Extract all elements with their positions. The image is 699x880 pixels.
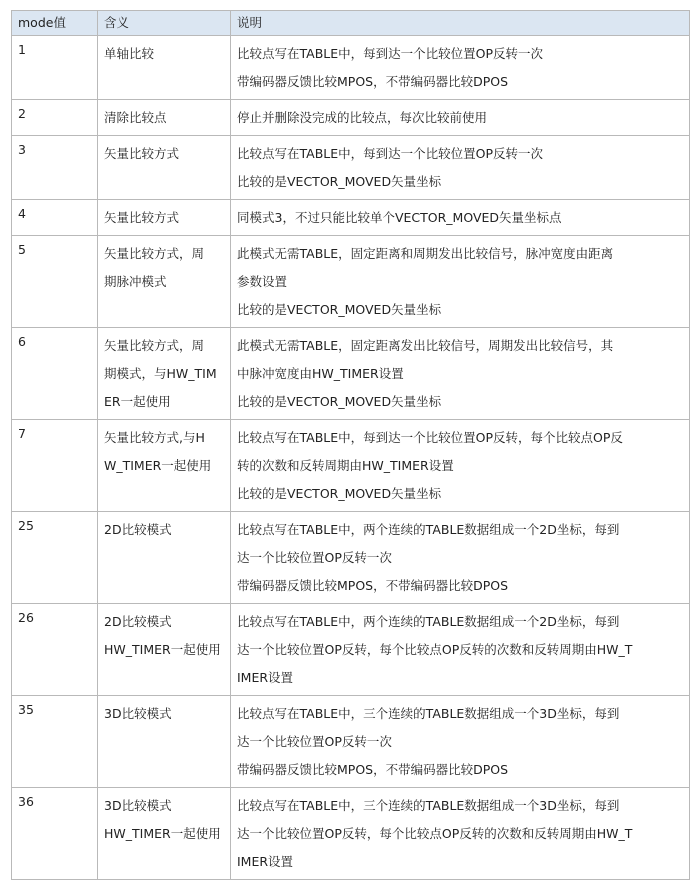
meaning-line: 2D比较模式 <box>104 614 172 629</box>
description-line: IMER设置 <box>237 670 294 685</box>
description-line: 达一个比较位置OP反转，每个比较点OP反转的次数和反转周期由HW_T <box>237 826 633 841</box>
description-line: 比较的是VECTOR_MOVED矢量坐标 <box>237 394 442 409</box>
description-line: 达一个比较位置OP反转，每个比较点OP反转的次数和反转周期由HW_T <box>237 642 633 657</box>
header-meaning: 含义 <box>98 11 231 36</box>
meaning-cell <box>98 512 231 604</box>
table-row <box>12 696 690 788</box>
description-cell <box>231 200 690 236</box>
description-line: 比较点写在TABLE中，两个连续的TABLE数据组成一个2D坐标，每到 <box>237 614 620 629</box>
table-row <box>12 36 690 100</box>
mode-value: 3 <box>12 136 98 200</box>
description-cell <box>231 100 690 136</box>
description-line: 比较点写在TABLE中，每到达一个比较位置OP反转，每个比较点OP反 <box>237 430 623 445</box>
mode-value: 36 <box>12 788 98 880</box>
description-cell <box>231 136 690 200</box>
meaning-line: HW_TIMER一起使用 <box>104 642 221 657</box>
description-line: IMER设置 <box>237 854 294 869</box>
description-cell <box>231 236 690 328</box>
mode-value: 5 <box>12 236 98 328</box>
description-line: 比较点写在TABLE中，每到达一个比较位置OP反转一次 <box>237 146 544 161</box>
description-line: 带编码器反馈比较MPOS，不带编码器比较DPOS <box>237 578 509 593</box>
mode-value: 2 <box>12 100 98 136</box>
meaning-line: 矢量比较方式 <box>104 210 180 225</box>
mode-value: 4 <box>12 200 98 236</box>
table-row <box>12 328 690 420</box>
mode-value: 35 <box>12 696 98 788</box>
description-line: 比较点写在TABLE中，三个连续的TABLE数据组成一个3D坐标，每到 <box>237 798 620 813</box>
description-cell <box>231 604 690 696</box>
header-mode: mode值 <box>12 11 98 36</box>
mode-value: 6 <box>12 328 98 420</box>
table-body <box>12 36 690 880</box>
meaning-line: 矢量比较方式,与H <box>104 430 205 445</box>
meaning-cell <box>98 136 231 200</box>
meaning-line: W_TIMER一起使用 <box>104 458 212 473</box>
table-row <box>12 420 690 512</box>
table-row <box>12 200 690 236</box>
description-line: 比较点写在TABLE中，每到达一个比较位置OP反转一次 <box>237 46 544 61</box>
meaning-line: 期脉冲模式 <box>104 274 167 289</box>
description-cell <box>231 512 690 604</box>
description-cell <box>231 36 690 100</box>
description-line: 带编码器反馈比较MPOS，不带编码器比较DPOS <box>237 762 509 777</box>
meaning-cell <box>98 604 231 696</box>
description-line: 比较的是VECTOR_MOVED矢量坐标 <box>237 486 442 501</box>
description-line: 带编码器反馈比较MPOS，不带编码器比较DPOS <box>237 74 509 89</box>
table-row <box>12 512 690 604</box>
description-line: 同模式3，不过只能比较单个VECTOR_MOVED矢量坐标点 <box>237 210 562 225</box>
description-line: 停止并删除没完成的比较点，每次比较前使用 <box>237 110 488 125</box>
meaning-line: ER一起使用 <box>104 394 171 409</box>
description-line: 此模式无需TABLE，固定距离和周期发出比较信号，脉冲宽度由距离 <box>237 246 614 261</box>
header-description: 说明 <box>231 11 690 36</box>
description-line: 此模式无需TABLE，固定距离发出比较信号，周期发出比较信号，其 <box>237 338 614 353</box>
meaning-cell <box>98 36 231 100</box>
mode-table <box>11 10 690 880</box>
description-line: 中脉冲宽度由HW_TIMER设置 <box>237 366 404 381</box>
meaning-cell <box>98 100 231 136</box>
description-cell <box>231 328 690 420</box>
table-row <box>12 604 690 696</box>
mode-value: 1 <box>12 36 98 100</box>
description-line: 参数设置 <box>237 274 288 289</box>
table-row <box>12 236 690 328</box>
description-line: 达一个比较位置OP反转一次 <box>237 734 392 749</box>
meaning-line: 3D比较模式 <box>104 706 172 721</box>
mode-value: 7 <box>12 420 98 512</box>
meaning-line: 矢量比较方式，周 <box>104 338 205 353</box>
description-cell <box>231 788 690 880</box>
table-row <box>12 100 690 136</box>
meaning-line: 矢量比较方式，周 <box>104 246 205 261</box>
meaning-line: 清除比较点 <box>104 110 167 125</box>
meaning-cell <box>98 236 231 328</box>
meaning-line: 矢量比较方式 <box>104 146 180 161</box>
description-line: 达一个比较位置OP反转一次 <box>237 550 392 565</box>
table-row <box>12 788 690 880</box>
meaning-line: 3D比较模式 <box>104 798 172 813</box>
meaning-cell <box>98 788 231 880</box>
description-cell <box>231 696 690 788</box>
description-line: 比较点写在TABLE中，三个连续的TABLE数据组成一个3D坐标，每到 <box>237 706 620 721</box>
table-row <box>12 136 690 200</box>
meaning-line: HW_TIMER一起使用 <box>104 826 221 841</box>
meaning-cell <box>98 420 231 512</box>
description-line: 比较的是VECTOR_MOVED矢量坐标 <box>237 302 442 317</box>
mode-value: 26 <box>12 604 98 696</box>
description-line: 转的次数和反转周期由HW_TIMER设置 <box>237 458 454 473</box>
mode-value: 25 <box>12 512 98 604</box>
meaning-cell <box>98 200 231 236</box>
header-row <box>12 11 690 36</box>
meaning-line: 期模式，与HW_TIM <box>104 366 217 381</box>
meaning-line: 单轴比较 <box>104 46 155 61</box>
meaning-line: 2D比较模式 <box>104 522 172 537</box>
meaning-cell <box>98 328 231 420</box>
description-line: 比较的是VECTOR_MOVED矢量坐标 <box>237 174 442 189</box>
meaning-cell <box>98 696 231 788</box>
description-line: 比较点写在TABLE中，两个连续的TABLE数据组成一个2D坐标，每到 <box>237 522 620 537</box>
description-cell <box>231 420 690 512</box>
